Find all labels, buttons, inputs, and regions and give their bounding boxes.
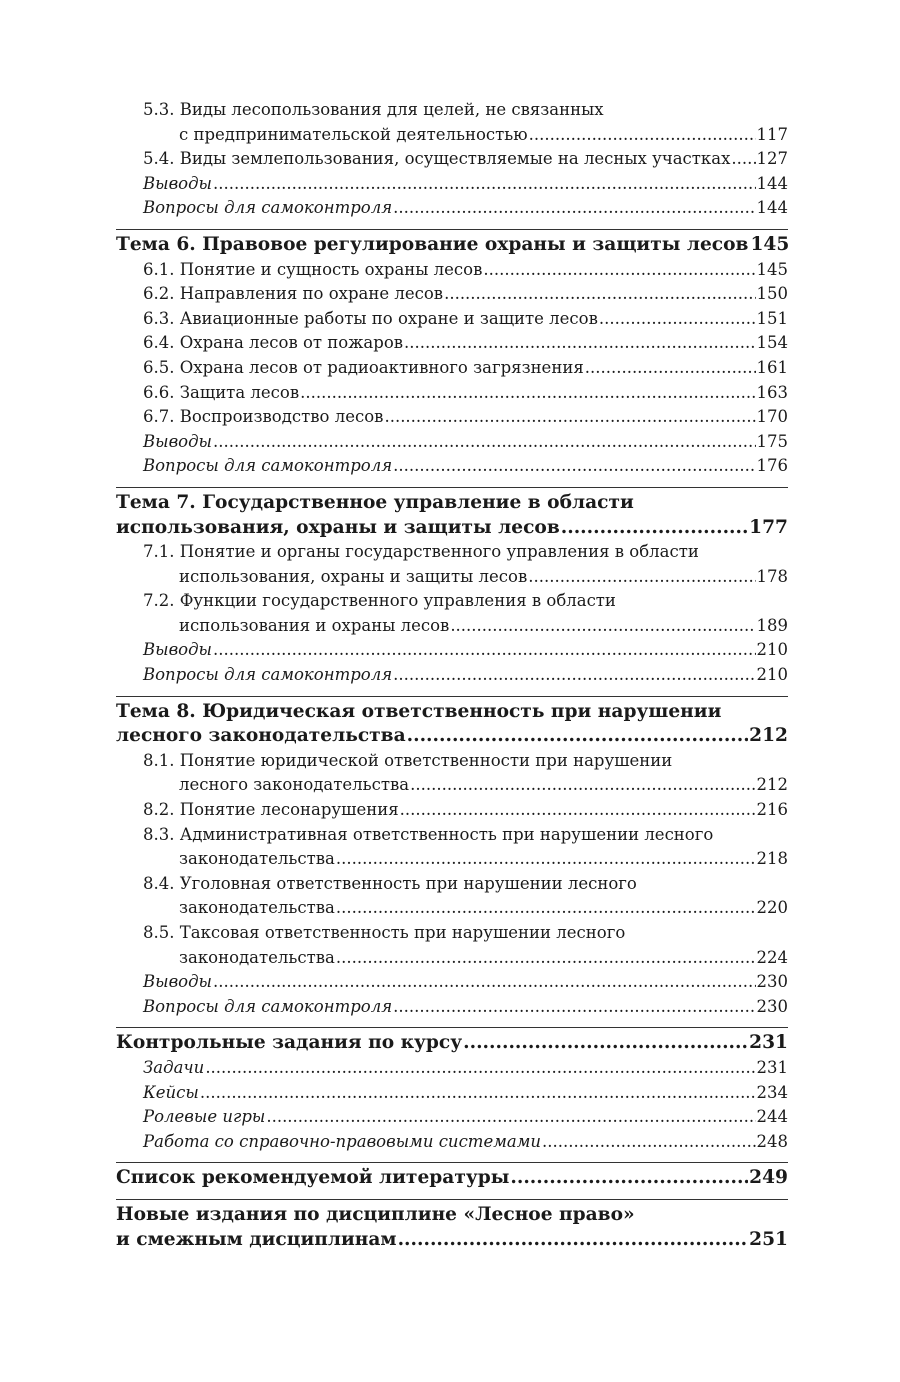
dot-leader (213, 970, 756, 995)
toc-entry-title: Вопросы для самоконтроля (143, 456, 393, 476)
toc-entry-title: использования и охраны лесов (179, 615, 450, 635)
toc-entry-title: Выводы (143, 431, 212, 451)
toc-entry-line (143, 638, 788, 663)
toc-entry-line (116, 1166, 788, 1191)
toc-page-number: 127 (756, 149, 788, 169)
toc-entry-title: Задачи (143, 1057, 205, 1077)
dot-leader (410, 773, 755, 798)
toc-section-entry (116, 872, 788, 921)
toc-topic-entry (116, 1027, 788, 1056)
toc-topic-entry (116, 1199, 788, 1252)
toc-entry-line (143, 430, 788, 455)
toc-page-number: 216 (756, 800, 788, 820)
toc-page-number: 220 (756, 898, 788, 918)
toc-entry-line (143, 946, 788, 971)
toc-entry-line (143, 123, 788, 148)
toc-entry-line (143, 405, 788, 430)
toc-entry-line (143, 970, 788, 995)
toc-section-entry (116, 589, 788, 638)
toc-entry-title: 6.7. Воспроизводство лесов (143, 407, 384, 427)
toc-page-number: 178 (756, 566, 788, 586)
toc-italic-entry (116, 1081, 788, 1106)
toc-page-number: 230 (756, 996, 788, 1016)
toc-entry-line (143, 589, 788, 614)
toc-section-entry (116, 282, 788, 307)
toc-entry-line (143, 172, 788, 197)
toc-entry-line (143, 798, 788, 823)
toc-topic-entry (116, 696, 788, 749)
toc-italic-entry (116, 1056, 788, 1081)
toc-page-number: 210 (756, 665, 788, 685)
toc-entry-title: Ролевые игры (143, 1107, 266, 1127)
toc-entry-line (143, 995, 788, 1020)
toc-entry-title: лесного законодательства (116, 725, 406, 747)
toc-topic-entry (116, 1162, 788, 1191)
toc-entry-line (143, 773, 788, 798)
toc-page-number: 154 (756, 333, 788, 353)
dot-leader (404, 331, 755, 356)
toc-italic-entry (116, 172, 788, 197)
toc-page-number: 244 (756, 1107, 788, 1127)
dot-leader (393, 663, 755, 688)
dot-leader (266, 1105, 755, 1130)
toc-entry-title: 8.1. Понятие юридической ответственности при нарушении (143, 750, 673, 770)
toc-topic-entry (116, 487, 788, 540)
dot-leader (213, 638, 756, 663)
toc-topic-entry (116, 229, 788, 258)
toc-entry-title: Вопросы для самоконтроля (143, 665, 393, 685)
toc-section-entry (116, 405, 788, 430)
toc-entry-title: 7.1. Понятие и органы государственного управления в области (143, 542, 699, 562)
dot-leader (444, 282, 755, 307)
toc-entry-line (143, 1105, 788, 1130)
toc-entry-title: 8.2. Понятие лесонарушения (143, 800, 399, 820)
toc-entry-line (143, 823, 788, 848)
dot-leader (561, 516, 748, 541)
dot-leader (529, 123, 756, 148)
toc-page-number: 175 (756, 431, 788, 451)
dot-leader (213, 430, 756, 455)
toc-entry-title: Тема 6. Правовое регулирование охраны и защиты лесов (116, 233, 749, 255)
toc-section-entry (116, 356, 788, 381)
toc-page-number: 145 (756, 259, 788, 279)
toc-italic-entry (116, 454, 788, 479)
toc-entry-line (116, 516, 788, 541)
toc-italic-entry (116, 430, 788, 455)
dot-leader (213, 172, 756, 197)
toc-entry-title: использования, охраны и защиты лесов (116, 516, 560, 538)
toc-entry-title: 5.3. Виды лесопользования для целей, не связанных (143, 100, 604, 119)
toc-entry-line (143, 331, 788, 356)
toc-entry-title: с предпринимательской деятельностью (179, 124, 528, 144)
toc-section-entry (116, 331, 788, 356)
toc-italic-entry (116, 1105, 788, 1130)
toc-entry-line (143, 307, 788, 332)
toc-entry-title: Работа со справочно-правовыми системами (143, 1131, 542, 1151)
dot-leader (336, 896, 756, 921)
toc-page-number: 161 (756, 357, 788, 377)
toc-italic-entry (116, 663, 788, 688)
toc-page-number: 210 (756, 640, 788, 660)
dot-leader (384, 405, 755, 430)
toc-page-number: 231 (749, 1032, 788, 1054)
toc-entry-line (143, 749, 788, 774)
dot-leader (510, 1166, 748, 1191)
toc-entry-line (143, 847, 788, 872)
toc-entry-title: Список рекомендуемой литературы (116, 1167, 510, 1189)
toc-entry-line (116, 1203, 788, 1228)
toc-entry-title: Выводы (143, 173, 212, 193)
toc-section-entry (116, 540, 788, 589)
toc-page-number: 189 (756, 615, 788, 635)
toc-entry-line (143, 1130, 788, 1155)
toc-entry-title: 8.5. Таксовая ответственность при нарушении лесного (143, 923, 626, 942)
toc-section-entry (116, 798, 788, 823)
toc-page-number: 212 (756, 775, 788, 795)
dot-leader (483, 258, 755, 283)
toc-page-number: 224 (756, 947, 788, 967)
toc-entry-line (143, 258, 788, 283)
toc-entry-line (143, 381, 788, 406)
toc-entry-title: 6.2. Направления по охране лесов (143, 284, 444, 304)
toc-page-number: 212 (749, 725, 788, 747)
toc-entry-line (143, 663, 788, 688)
dot-leader (585, 356, 756, 381)
toc-entry-line (143, 147, 788, 172)
table-of-contents (116, 98, 788, 1252)
toc-entry-title: Кейсы (143, 1082, 199, 1102)
toc-entry-title: Выводы (143, 640, 212, 660)
toc-entry-title: Вопросы для самоконтроля (143, 996, 393, 1016)
toc-entry-line (143, 896, 788, 921)
toc-page-number: 231 (756, 1057, 788, 1077)
toc-entry-line (116, 233, 788, 258)
dot-leader (528, 565, 755, 590)
toc-entry-line (143, 454, 788, 479)
toc-entry-title: и смежным дисциплинам (116, 1228, 397, 1250)
toc-entry-title: 6.3. Авиационные работы по охране и защите лесов (143, 308, 598, 328)
dot-leader (542, 1130, 755, 1155)
dot-leader (200, 1081, 756, 1106)
toc-page-number: 144 (756, 173, 788, 193)
toc-page-number: 176 (756, 456, 788, 476)
toc-entry-line (116, 1228, 788, 1253)
dot-leader (398, 1228, 749, 1253)
toc-entry-title: законодательства (179, 898, 335, 918)
toc-entry-title: использования, охраны и защиты лесов (179, 566, 528, 586)
toc-entry-title: Выводы (143, 972, 212, 992)
toc-entry-line (143, 921, 788, 946)
dot-leader (463, 1031, 748, 1056)
dot-leader (205, 1056, 755, 1081)
toc-entry-title: 8.4. Уголовная ответственность при нарушении лесного (143, 873, 637, 893)
toc-page-number: 248 (756, 1131, 788, 1151)
toc-entry-title: 6.6. Защита лесов (143, 382, 300, 402)
toc-page-number: 151 (756, 308, 788, 328)
toc-italic-entry (116, 196, 788, 221)
dot-leader (336, 946, 756, 971)
toc-entry-line (143, 872, 788, 897)
toc-entry-line (143, 1081, 788, 1106)
toc-entry-title: 6.1. Понятие и сущность охраны лесов (143, 259, 483, 279)
dot-leader (450, 614, 755, 639)
toc-entry-line (143, 565, 788, 590)
toc-entry-line (143, 356, 788, 381)
toc-entry-title: 5.4. Виды землепользования, осуществляемые на лесных участках (143, 149, 731, 169)
toc-section-entry (116, 307, 788, 332)
toc-entry-title: 7.2. Функции государственного управления в области (143, 591, 616, 611)
toc-section-entry (116, 921, 788, 970)
toc-page-number: 170 (756, 407, 788, 427)
toc-page-number: 234 (756, 1082, 788, 1102)
dot-leader (300, 381, 755, 406)
dot-leader (393, 454, 755, 479)
dot-leader (400, 798, 756, 823)
toc-page-number: 230 (756, 972, 788, 992)
toc-entry-line (116, 700, 788, 725)
dot-leader (599, 307, 756, 332)
toc-entry-line (143, 614, 788, 639)
toc-entry-title: Новые издания по дисциплине «Лесное право» (116, 1203, 635, 1225)
toc-entry-title: законодательства (179, 947, 335, 967)
toc-italic-entry (116, 970, 788, 995)
toc-entry-line (143, 196, 788, 221)
toc-section-entry (116, 749, 788, 798)
toc-page-number: 144 (756, 198, 788, 218)
toc-entry-line (143, 282, 788, 307)
toc-entry-title: 6.5. Охрана лесов от радиоактивного загрязнения (143, 357, 584, 377)
toc-page-number: 249 (749, 1167, 788, 1189)
toc-entry-title: Тема 7. Государственное управление в области (116, 491, 634, 513)
toc-italic-entry (116, 1130, 788, 1155)
toc-entry-title: 8.3. Административная ответственность при нарушении лесного (143, 824, 714, 844)
dot-leader (407, 724, 749, 749)
toc-entry-title: Контрольные задания по курсу (116, 1032, 463, 1054)
toc-entry-title: лесного законодательства (179, 775, 410, 795)
toc-page-number: 145 (750, 233, 790, 255)
toc-page-number: 150 (756, 284, 788, 304)
toc-section-entry (116, 258, 788, 283)
toc-section-entry (116, 823, 788, 872)
dot-leader (393, 995, 755, 1020)
toc-entry-title: законодательства (179, 849, 335, 869)
toc-entry-line (116, 1031, 788, 1056)
toc-page-number: 163 (756, 382, 788, 402)
toc-section-entry (116, 381, 788, 406)
toc-italic-entry (116, 995, 788, 1020)
toc-entry-title: 6.4. Охрана лесов от пожаров (143, 333, 404, 353)
toc-entry-line (143, 98, 788, 123)
toc-entry-line (116, 491, 788, 516)
dot-leader (336, 847, 756, 872)
toc-entry-line (143, 540, 788, 565)
toc-section-entry (116, 98, 788, 147)
toc-entry-line (143, 1056, 788, 1081)
toc-page-number: 251 (749, 1228, 788, 1250)
dot-leader (731, 147, 755, 172)
toc-page-number: 117 (756, 124, 788, 144)
dot-leader (393, 196, 755, 221)
toc-entry-title: Тема 8. Юридическая ответственность при нарушении (116, 700, 722, 722)
toc-section-entry (116, 147, 788, 172)
toc-entry-line (116, 724, 788, 749)
toc-entry-title: Вопросы для самоконтроля (143, 198, 393, 218)
toc-page-number: 218 (756, 849, 788, 869)
toc-page-number: 177 (749, 516, 788, 538)
toc-italic-entry (116, 638, 788, 663)
